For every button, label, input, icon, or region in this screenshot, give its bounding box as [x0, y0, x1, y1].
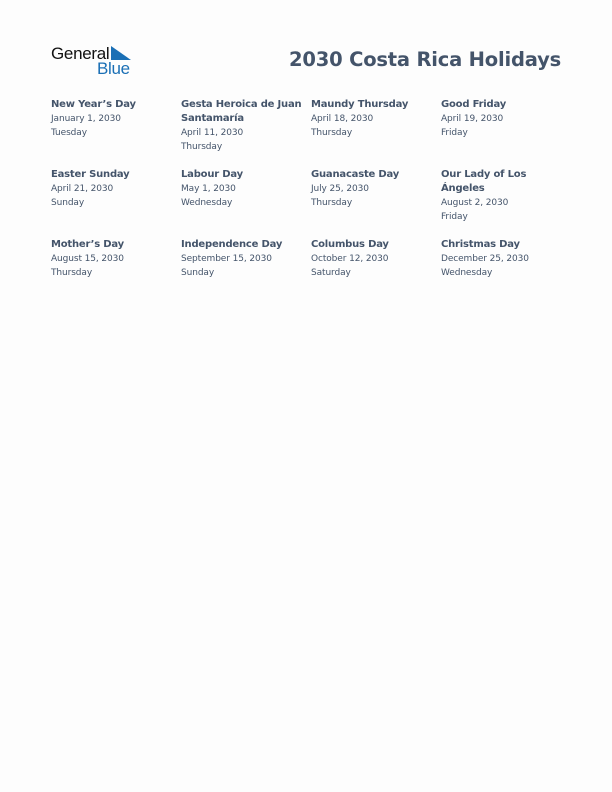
- holiday-date: August 2, 2030: [441, 198, 509, 208]
- holiday-item: [181, 168, 307, 210]
- holiday-item: [311, 168, 437, 210]
- holiday-date: April 11, 2030: [181, 128, 244, 138]
- holiday-date: January 1, 2030: [51, 114, 121, 124]
- holiday-item: [51, 98, 177, 140]
- holiday-name: Maundy Thursday: [311, 99, 409, 110]
- holiday-name: Our Lady of Los Ángeles: [441, 169, 527, 194]
- holiday-date: July 25, 2030: [311, 184, 369, 194]
- holiday-item: [51, 168, 177, 210]
- holiday-date: April 21, 2030: [51, 184, 114, 194]
- holiday-date: December 25, 2030: [441, 254, 529, 264]
- holiday-weekday: Thursday: [311, 128, 353, 138]
- holiday-date: April 19, 2030: [441, 114, 504, 124]
- holiday-weekday: Friday: [441, 212, 468, 222]
- logo-text-blue: Blue: [97, 59, 130, 78]
- holiday-weekday: Friday: [441, 128, 468, 138]
- holiday-item: [311, 98, 437, 140]
- holiday-name: Labour Day: [181, 169, 243, 180]
- holiday-weekday: Sunday: [181, 268, 215, 278]
- holiday-item: [441, 238, 567, 280]
- holiday-name: Columbus Day: [311, 239, 389, 250]
- holiday-name: Mother’s Day: [51, 239, 124, 250]
- holiday-item: [441, 98, 567, 140]
- holiday-weekday: Sunday: [51, 198, 85, 208]
- holiday-name: Good Friday: [441, 99, 507, 110]
- holiday-name: New Year’s Day: [51, 99, 136, 110]
- holiday-date: August 15, 2030: [51, 254, 124, 264]
- holiday-weekday: Thursday: [51, 268, 93, 278]
- holiday-name: Easter Sunday: [51, 169, 130, 180]
- holiday-item: [181, 238, 307, 280]
- holiday-weekday: Tuesday: [51, 128, 87, 138]
- holiday-date: May 1, 2030: [181, 184, 236, 194]
- holiday-weekday: Wednesday: [181, 198, 233, 208]
- holiday-item: [311, 238, 437, 280]
- holiday-name: Gesta Heroica de Juan Santamaría: [181, 99, 302, 124]
- holiday-weekday: Thursday: [311, 198, 353, 208]
- holiday-item: [51, 238, 177, 280]
- holiday-date: September 15, 2030: [181, 254, 272, 264]
- generalblue-logo: [50, 44, 140, 78]
- logo-flag-icon: [111, 46, 131, 60]
- logo-text-general: General: [51, 44, 110, 63]
- holiday-date: October 12, 2030: [311, 254, 389, 264]
- holiday-name: Christmas Day: [441, 239, 520, 250]
- holiday-weekday: Wednesday: [441, 268, 493, 278]
- page-title: 2030 Costa Rica Holidays: [289, 48, 561, 71]
- holiday-name: Independence Day: [181, 239, 283, 250]
- holiday-item: [441, 168, 567, 224]
- holiday-item: [181, 98, 307, 154]
- holiday-name: Guanacaste Day: [311, 169, 400, 180]
- holiday-weekday: Thursday: [181, 142, 223, 152]
- holiday-date: April 18, 2030: [311, 114, 374, 124]
- holiday-weekday: Saturday: [311, 268, 351, 278]
